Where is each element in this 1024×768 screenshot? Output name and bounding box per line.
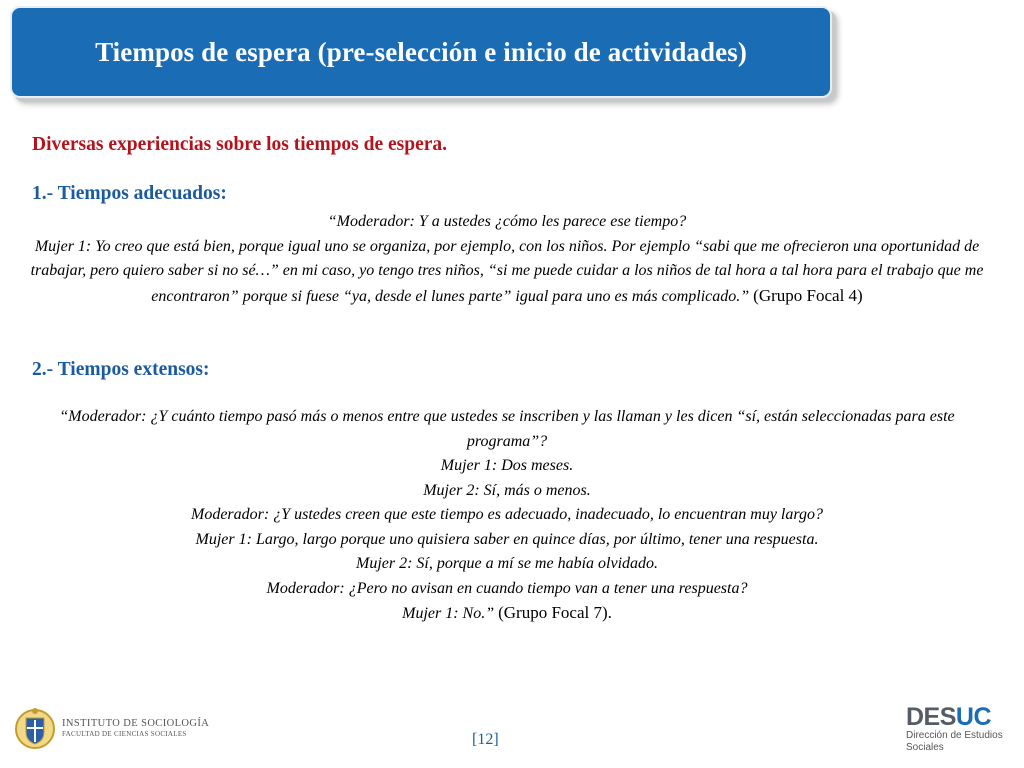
page-number: [12] — [472, 731, 499, 748]
desuc-subtitle-1: Dirección de Estudios — [906, 730, 1003, 741]
quote-line: Mujer 1: Yo creo que está bien, porque igual uno se organiza, por ejemplo, con los niños. Por ejemplo “sabi que me ofrecieron una oportunidad de trabajar, pero quiero saber si no sé…” en mi caso, yo tengo tres niños, “si me puede cuidar a los niños de tal hora a tal hora para el trabajo que me encontraron” porque si fuese “ya, desde el lunes parte” igual para uno es más complicado.” — [30, 237, 984, 305]
quote-line: “Moderador: Y a ustedes ¿cómo les parece ese tiempo? — [327, 213, 687, 230]
page-title: Tiempos de espera (pre-selección e inicio de actividades) — [95, 36, 747, 67]
desuc-subtitle-2: Sociales — [906, 742, 944, 753]
quote-line: Moderador: ¿Y ustedes creen que este tiempo es adecuado, inadecuado, lo encuentran muy largo? — [190, 506, 823, 523]
institute-logo — [15, 703, 209, 755]
quote-paragraph — [30, 601, 984, 627]
quote-reference: (Grupo Focal 7). — [498, 603, 612, 622]
desuc-accent: UC — [955, 703, 992, 731]
quote-paragraph — [30, 235, 984, 310]
desuc-main: DES — [906, 703, 956, 731]
institute-name: INSTITUTO DE SOCIOLOGÍA — [62, 718, 210, 729]
quote-line: Mujer 2: Sí, más o menos. — [423, 481, 591, 499]
quote-line: Mujer 2: Sí, porque a mí se me había olvidado. — [355, 555, 659, 572]
quote-line: “Moderador: ¿Y cuánto tiempo pasó más o menos entre que ustedes se inscriben y las llaman y les dicen “sí, están seleccionadas para este programa”? — [59, 408, 955, 450]
quote-block-1 — [30, 210, 984, 309]
title-banner — [10, 6, 832, 98]
desuc-wordmark — [906, 704, 1016, 730]
quote-line: Mujer 1: Largo, largo porque uno quisiera saber en quince días, por último, tener una respuesta. — [195, 530, 819, 548]
institute-text — [62, 718, 209, 740]
subtitle: Diversas experiencias sobre los tiempos de espera. — [32, 134, 448, 155]
quote-line: Moderador: ¿Pero no avisan en cuando tiempo van a tener una respuesta? — [266, 579, 748, 597]
desuc-logo — [906, 704, 1016, 754]
quote-reference: (Grupo Focal 4) — [753, 285, 863, 305]
section-heading-adequate: 1.- Tiempos adecuados: — [32, 183, 227, 204]
university-crest-icon — [15, 704, 55, 754]
faculty-name: FACULTAD DE CIENCIAS SOCIALES — [62, 730, 187, 738]
quote-block-2 — [30, 405, 984, 627]
quote-line: Mujer 1: Dos meses. — [440, 457, 574, 474]
section-heading-extended: 2.- Tiempos extensos: — [32, 359, 210, 380]
quote-line: Mujer 1: No.” — [402, 605, 495, 622]
